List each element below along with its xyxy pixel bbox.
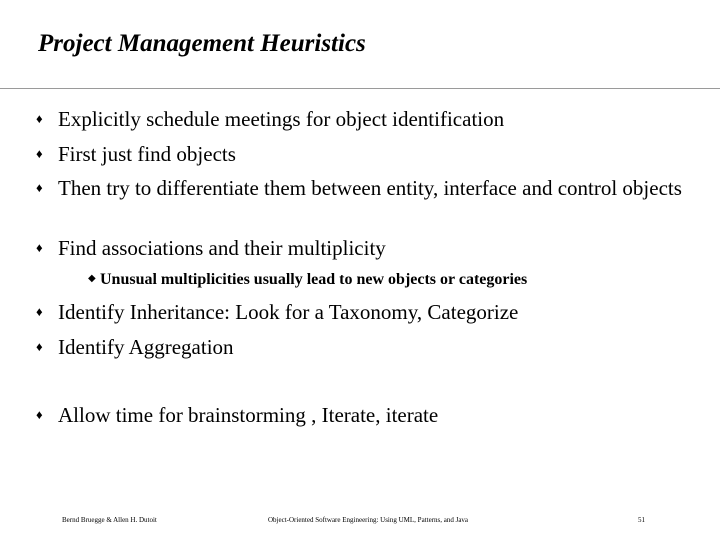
footer-authors: Bernd Bruegge & Allen H. Dutoit	[62, 516, 157, 524]
sub-bullet-text: Unusual multiplicities usually lead to new objects or categories	[100, 271, 528, 288]
bullet-item	[36, 105, 696, 133]
footer-page-number: 51	[638, 516, 645, 524]
bullet-text: Allow time for brainstorming , Iterate, iterate	[58, 403, 439, 427]
bullet-text: Identify Aggregation	[58, 335, 234, 359]
bullet-item	[36, 401, 696, 429]
bullet-item	[36, 333, 696, 361]
diamond-bullet-icon: ♦	[36, 407, 43, 422]
diamond-bullet-icon: ♦	[36, 146, 43, 161]
diamond-bullet-icon: ♦	[36, 180, 43, 195]
bullet-text: Identify Inheritance: Look for a Taxonomy, Categorize	[58, 300, 519, 324]
sub-bullet-item	[88, 269, 700, 291]
diamond-sub-bullet-icon: ◆	[88, 273, 96, 284]
slide-title: Project Management Heuristics	[38, 30, 366, 57]
bullet-text: First just find objects	[58, 142, 236, 166]
diamond-bullet-icon: ♦	[36, 240, 43, 255]
bullet-text: Then try to differentiate them between entity, interface and control objects	[58, 176, 682, 200]
title-divider	[0, 88, 720, 89]
diamond-bullet-icon: ♦	[36, 111, 43, 126]
bullet-text: Find associations and their multiplicity	[58, 236, 386, 260]
bullet-item	[36, 234, 696, 262]
bullet-item	[36, 298, 696, 326]
diamond-bullet-icon: ♦	[36, 304, 43, 319]
diamond-bullet-icon: ♦	[36, 339, 43, 354]
bullet-item	[36, 174, 696, 202]
footer-book-title: Object-Oriented Software Engineering: Using UML, Patterns, and Java	[268, 516, 469, 524]
bullet-text: Explicitly schedule meetings for object identification	[58, 107, 505, 131]
bullet-item	[36, 140, 696, 168]
